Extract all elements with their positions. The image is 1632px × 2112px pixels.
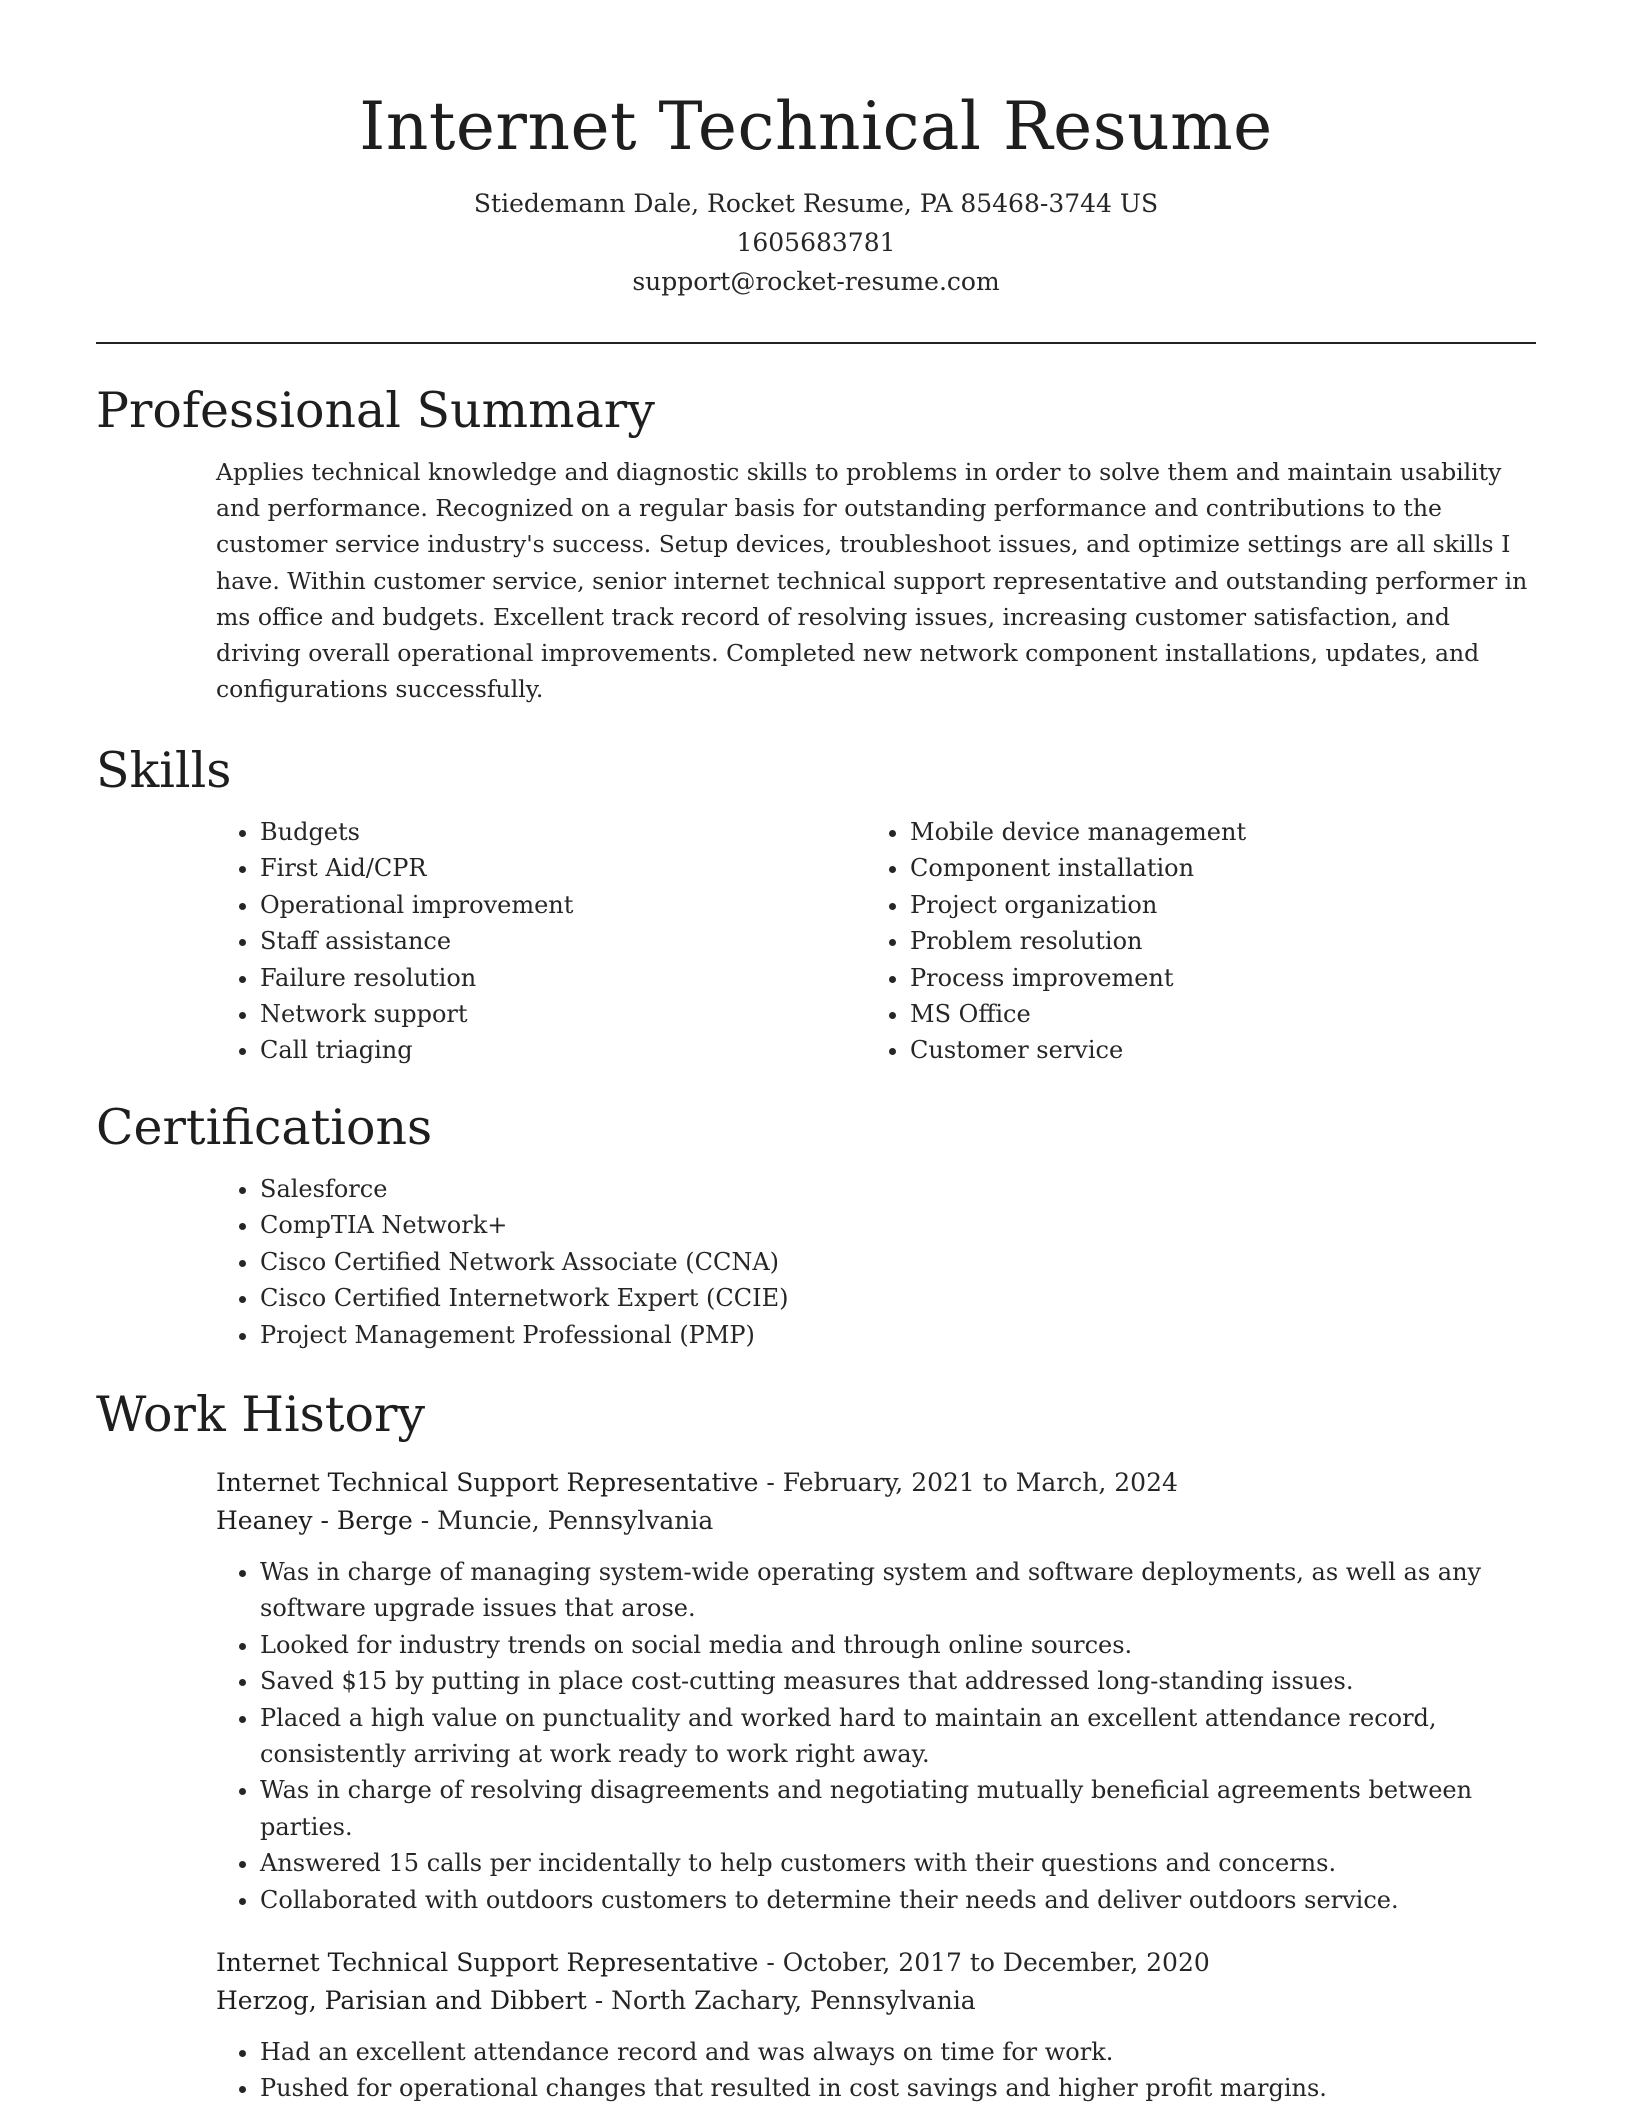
certifications-section: [96, 1097, 1536, 1353]
list-item: • Staff assistance: [260, 923, 866, 959]
list-item: • Cisco Certified Internetwork Expert (CCIE): [260, 1280, 1536, 1316]
summary-section: [96, 380, 1536, 707]
skills-columns: [216, 814, 1536, 1069]
contact-address: Stiedemann Dale, Rocket Resume, PA 85468-3744 US: [473, 189, 1159, 218]
list-item: • Saved $15 by putting in place cost-cutting measures that addressed long-standing issues.: [260, 1663, 1536, 1699]
job-company: Herzog, Parisian and Dibbert: [216, 1986, 587, 2016]
list-item: • Operational improvement: [260, 887, 866, 923]
job-role: Internet Technical Support Representative: [216, 1468, 759, 1497]
job-bullets: [216, 2034, 1536, 2107]
list-item: • Call triaging: [260, 1032, 866, 1068]
list-item: • CompTIA Network+: [260, 1207, 1536, 1243]
job-location: - Muncie, Pennsylvania: [412, 1506, 714, 1535]
job-entry: [216, 1944, 1536, 2020]
list-item: • Mobile device management: [910, 814, 1516, 850]
summary-text: Applies technical knowledge and diagnostic skills to problems in order to solve them and maintain usability and performance. Recognized on a regular basis for outstanding performance and contributions to the customer service industry's success. Setup devices, troubleshoot issues, and optimize settings are all skills I have. Within customer service, senior internet technical support representative and outstanding performer in ms office and budgets. Excellent track record of resolving issues, increasing customer satisfaction, and driving overall operational improvements. Completed new network component installations, updates, and configurations successfully.: [216, 458, 1528, 704]
list-item: • Looked for industry trends on social media and through online sources.: [260, 1627, 1536, 1663]
work-history-section: [96, 1384, 1536, 2107]
certifications-list: [216, 1171, 1536, 1353]
list-item: • First Aid/CPR: [260, 850, 866, 886]
list-item: • MS Office: [910, 996, 1516, 1032]
skills-heading: Skills: [96, 742, 232, 799]
list-item: • Process improvement: [910, 960, 1516, 996]
list-item: • Had an excellent attendance record and was always on time for work.: [260, 2034, 1536, 2070]
job-title-line: [216, 1944, 1536, 1982]
job-company-line: [216, 1982, 1536, 2020]
list-item: • Was in charge of resolving disagreements and negotiating mutually beneficial agreements between parties.: [260, 1772, 1536, 1845]
skills-list-right: [866, 814, 1516, 1069]
list-item: • Project Management Professional (PMP): [260, 1317, 1536, 1353]
skills-list-left: [216, 814, 866, 1069]
job-role: Internet Technical Support Representative: [216, 1948, 759, 1978]
resume-title: Internet Technical Resume: [359, 88, 1273, 165]
job-dates: - October, 2017 to December, 2020: [758, 1948, 1210, 1978]
job-dates: - February, 2021 to March, 2024: [758, 1468, 1178, 1497]
job-company: Heaney - Berge: [216, 1506, 413, 1535]
summary-heading: Professional Summary: [96, 382, 655, 439]
skills-section: [96, 740, 1536, 1069]
list-item: • Collaborated with outdoors customers to determine their needs and deliver outdoors service.: [260, 1882, 1536, 1918]
certifications-heading: Certifications: [96, 1099, 433, 1156]
list-item: • Cisco Certified Network Associate (CCNA): [260, 1244, 1536, 1280]
work-history-heading: Work History: [96, 1386, 426, 1443]
job-title-line: [216, 1464, 1536, 1502]
list-item: • Pushed for operational changes that resulted in cost savings and higher profit margins.: [260, 2070, 1536, 2106]
list-item: • Component installation: [910, 850, 1516, 886]
job-bullets: [216, 1554, 1536, 1918]
list-item: • Project organization: [910, 887, 1516, 923]
list-item: • Was in charge of managing system-wide operating system and software deployments, as well as any software upgrade issues that arose.: [260, 1554, 1536, 1627]
list-item: • Network support: [260, 996, 866, 1032]
list-item: • Failure resolution: [260, 960, 866, 996]
job-entry: [216, 1464, 1536, 1540]
list-item: • Customer service: [910, 1032, 1516, 1068]
list-item: • Salesforce: [260, 1171, 1536, 1207]
contact-phone: 1605683781: [736, 228, 896, 257]
list-item: • Answered 15 calls per incidentally to help customers with their questions and concerns.: [260, 1845, 1536, 1881]
list-item: • Placed a high value on punctuality and worked hard to maintain an excellent attendance record, consistently arriving at work ready to work right away.: [260, 1700, 1536, 1773]
contact-block: [0, 184, 1632, 301]
job-company-line: [216, 1502, 1536, 1540]
job-location: - North Zachary, Pennsylvania: [586, 1986, 976, 2016]
header-divider: [96, 342, 1536, 344]
contact-email: support@rocket-resume.com: [632, 267, 1000, 296]
list-item: • Budgets: [260, 814, 866, 850]
list-item: • Problem resolution: [910, 923, 1516, 959]
resume-header: [0, 0, 1632, 301]
